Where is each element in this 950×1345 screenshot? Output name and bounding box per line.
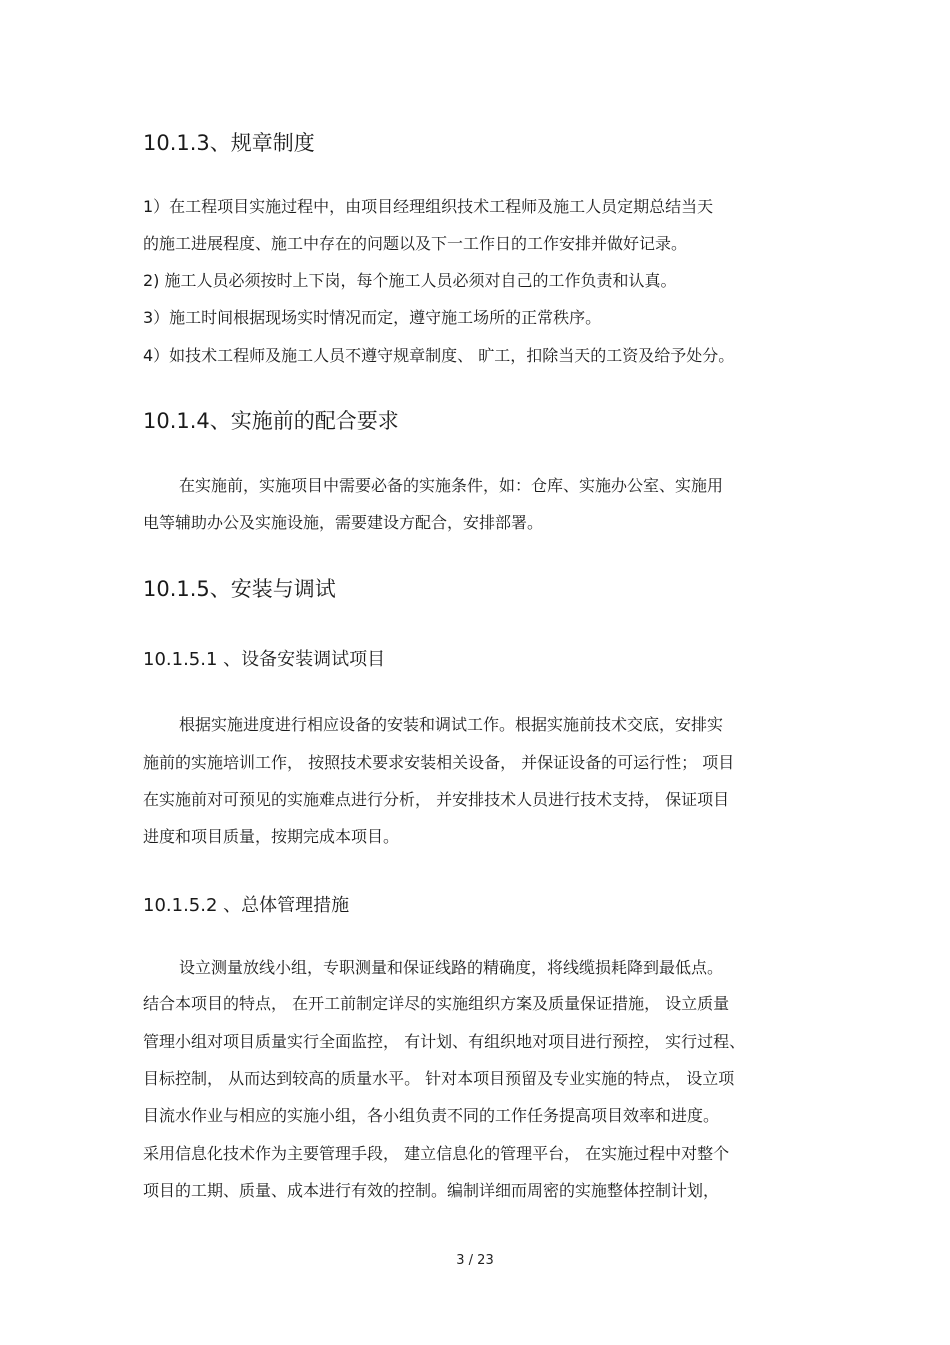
paragraph-line: 根据实施进度进行相应设备的安装和调试工作。根据实施前技术交底，安排实 (179, 715, 724, 734)
paragraph-line: 的施工进展程度、施工中存在的问题以及下一工作日的工作安排并做好记录。 (143, 234, 688, 253)
paragraph-line: 采用信息化技术作为主要管理手段， 建立信息化的管理平台， 在实施过程中对整个 (143, 1144, 730, 1163)
page-number: 3 / 23 (456, 1253, 494, 1268)
paragraph-line: 结合本项目的特点， 在开工前制定详尽的实施组织方案及质量保证措施， 设立质量 (143, 994, 730, 1013)
paragraph-line: 1）在工程项目实施过程中，由项目经理组织技术工程师及施工人员定期总结当天 (143, 197, 714, 216)
paragraph-line: 进度和项目质量，按期完成本项目。 (143, 827, 400, 846)
paragraph-line: 2) 施工人员必须按时上下岗，每个施工人员必须对自己的工作负责和认真。 (143, 271, 677, 290)
paragraph-line: 目流水作业与相应的实施小组，各小组负责不同的工作任务提高项目效率和进度。 (143, 1106, 720, 1125)
paragraph-line: 项目的工期、质量、成本进行有效的控制。编制详细而周密的实施整体控制计划， (143, 1181, 720, 1200)
section-heading-10-1-4: 10.1.4、实施前的配合要求 (143, 409, 399, 433)
section-heading-10-1-5: 10.1.5、安装与调试 (143, 577, 336, 601)
paragraph-line: 施前的实施培训工作， 按照技术要求安装相关设备， 并保证设备的可运行性； 项目 (143, 753, 735, 772)
paragraph-line: 管理小组对项目质量实行全面监控， 有计划、有组织地对项目进行预控， 实行过程、 (143, 1032, 746, 1051)
subsection-heading-10-1-5-2: 10.1.5.2 、总体管理措施 (143, 895, 350, 916)
subsection-heading-10-1-5-1: 10.1.5.1 、设备安装调试项目 (143, 649, 386, 670)
paragraph-line: 设立测量放线小组，专职测量和保证线路的精确度，将线缆损耗降到最低点。 (179, 958, 724, 977)
paragraph-line: 4）如技术工程师及施工人员不遵守规章制度、 旷工，扣除当天的工资及给予处分。 (143, 346, 735, 365)
paragraph-line: 3）施工时间根据现场实时情况而定，遵守施工场所的正常秩序。 (143, 308, 602, 327)
paragraph-line: 在实施前对可预见的实施难点进行分析， 并安排技术人员进行技术支持， 保证项目 (143, 790, 730, 809)
section-heading-10-1-3: 10.1.3、规章制度 (143, 131, 315, 155)
paragraph-line: 目标控制， 从而达到较高的质量水平。 针对本项目预留及专业实施的特点， 设立项 (143, 1069, 735, 1088)
paragraph-line: 电等辅助办公及实施设施，需要建设方配合，安排部署。 (143, 513, 544, 532)
paragraph-line: 在实施前，实施项目中需要必备的实施条件，如：仓库、实施办公室、实施用 (179, 476, 724, 495)
